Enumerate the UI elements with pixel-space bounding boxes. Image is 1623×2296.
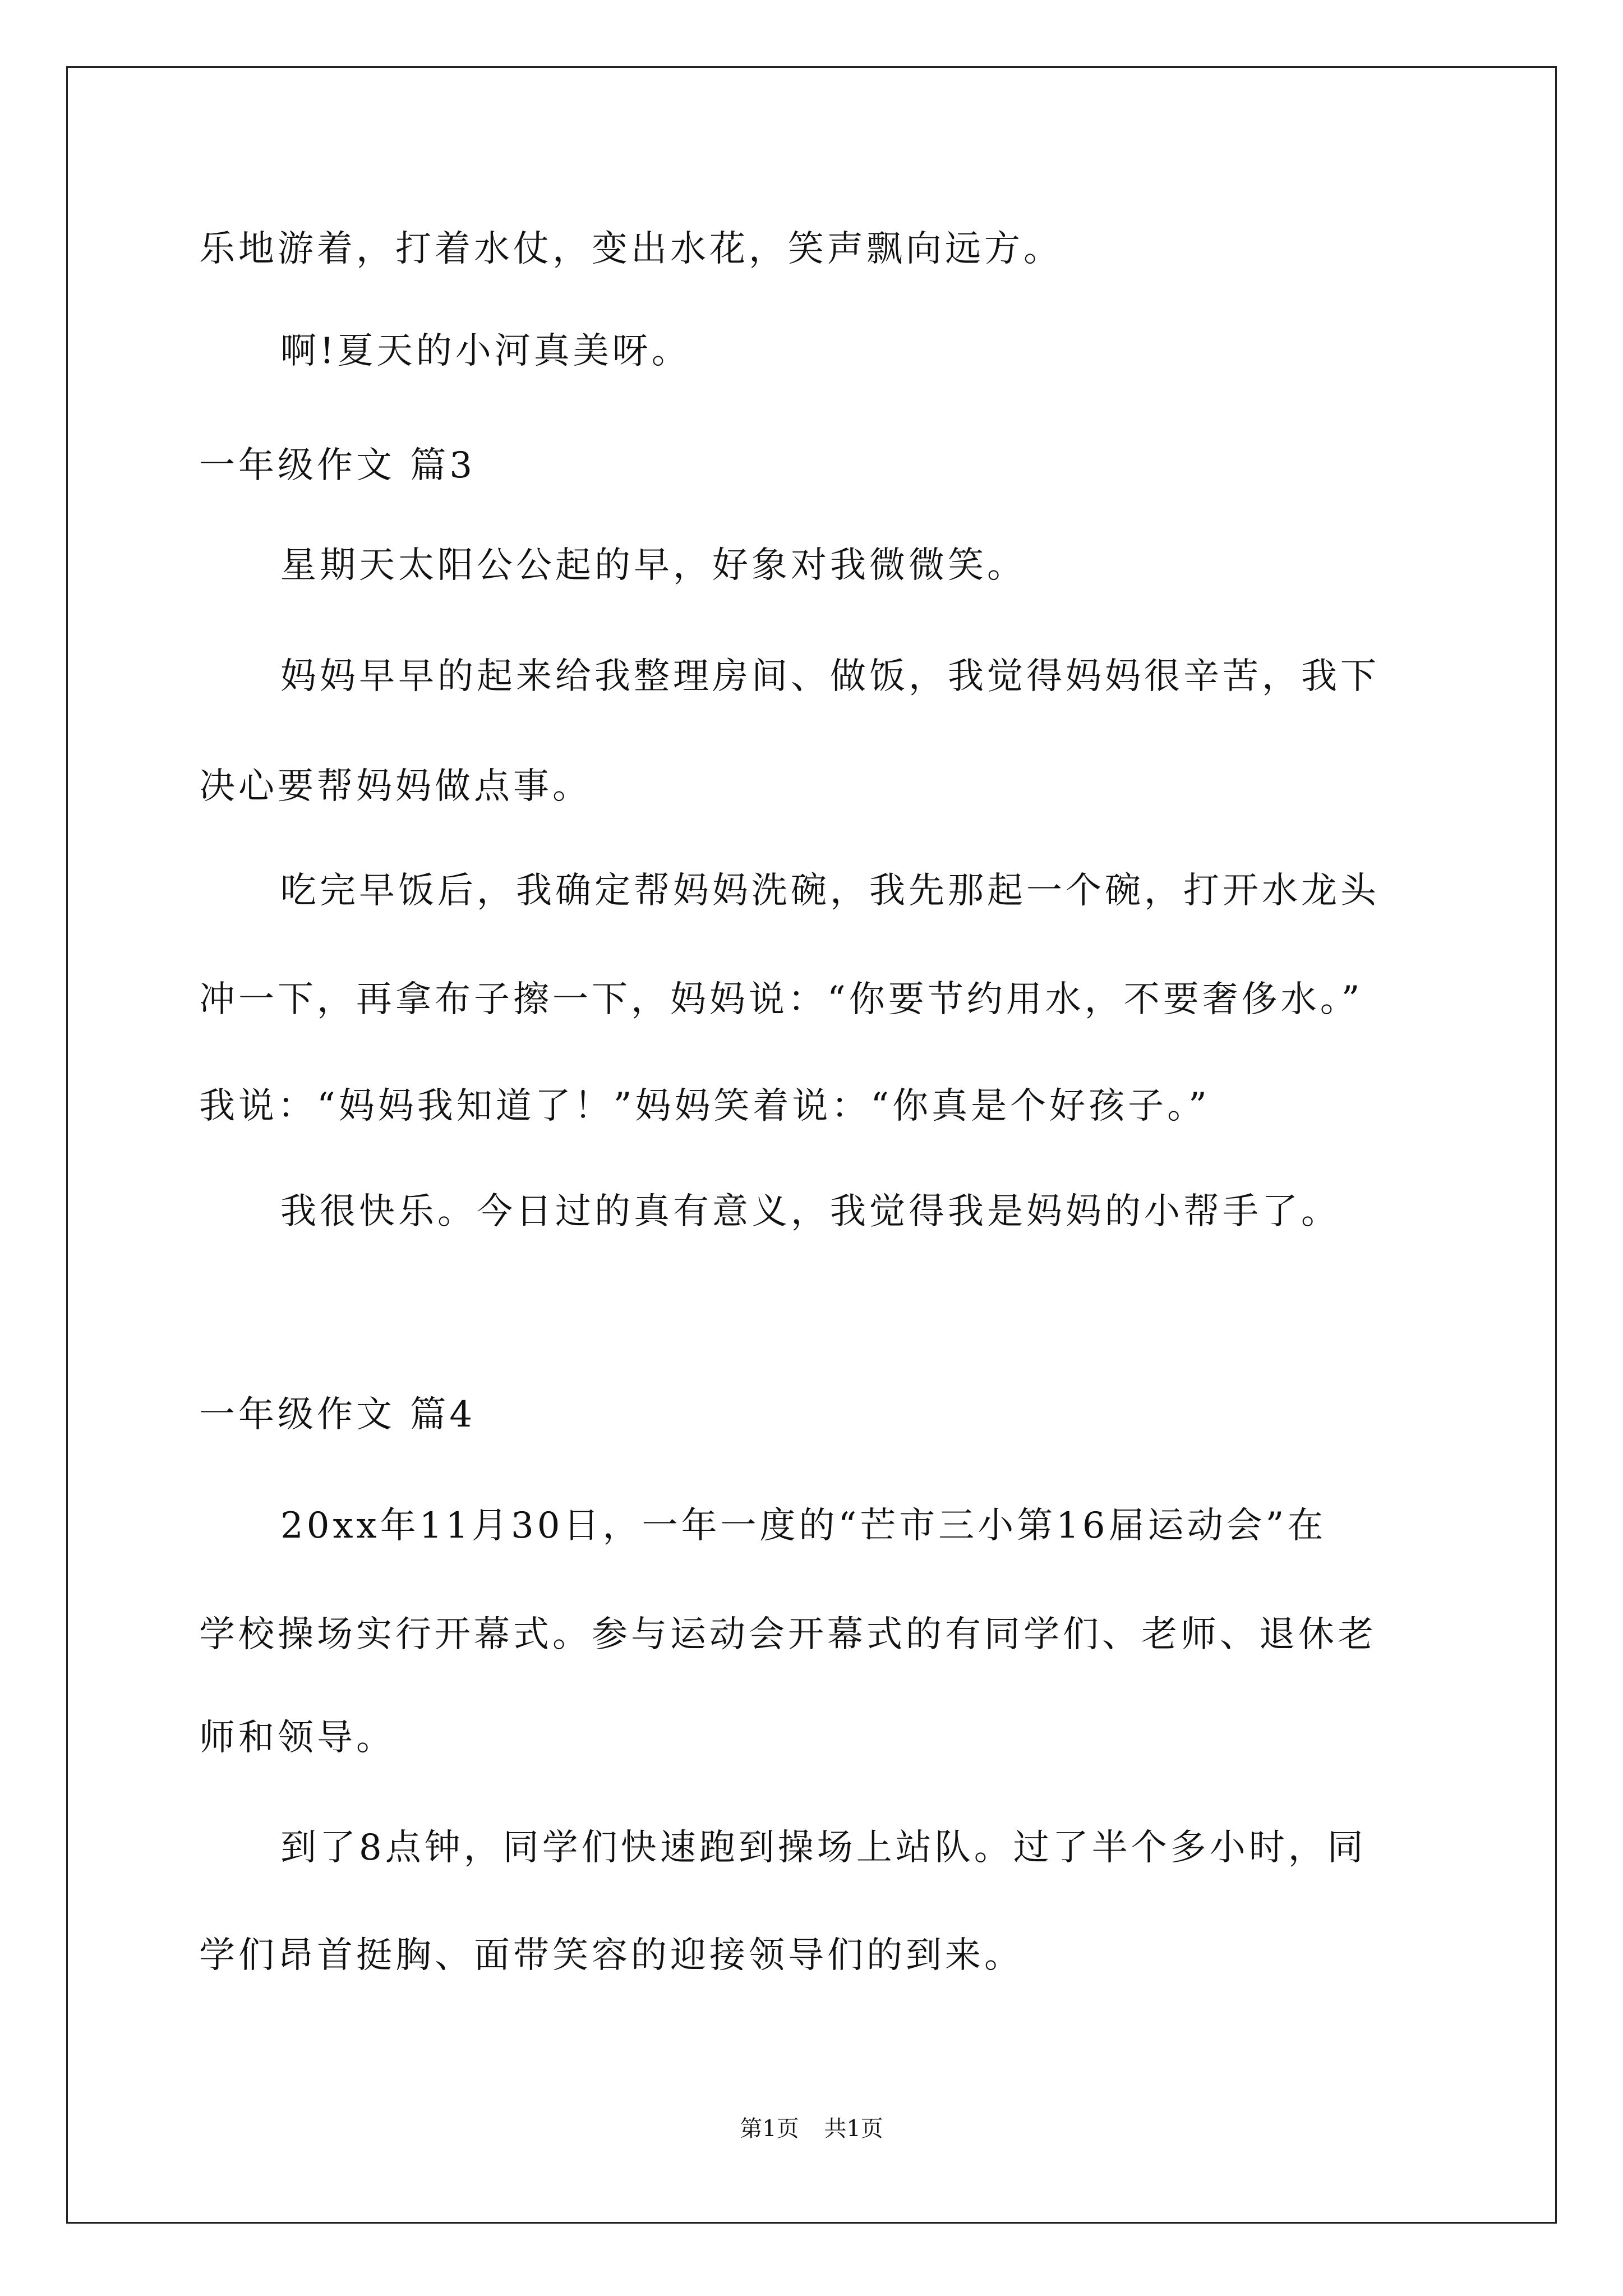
paragraph-line-6: 吃完早饭后，我确定帮妈妈洗碗，我先那起一个碗，打开水龙头	[280, 870, 1380, 912]
page-number: 第1页	[740, 2116, 799, 2142]
paragraph-line-13: 到了8点钟，同学们快速跑到操场上站队。过了半个多小时，同	[280, 1827, 1367, 1869]
paragraph-line-14: 学们昂首挺胸、面带笑容的迎接领导们的到来。	[199, 1935, 1023, 1976]
paragraph-line-10: 20xx年11月30日，一年一度的“芒市三小第16届运动会”在	[280, 1505, 1327, 1547]
paragraph-line-8: 我说：“妈妈我知道了！”妈妈笑着说：“你真是个好孩子。”	[199, 1085, 1210, 1127]
page-footer	[0, 2115, 1623, 2143]
section-heading-3: 一年级作文 篇3	[199, 445, 476, 486]
paragraph-line-4: 妈妈早早的起来给我整理房间、做饭，我觉得妈妈很辛苦，我下	[280, 656, 1380, 697]
section-heading-4: 一年级作文 篇4	[199, 1394, 476, 1435]
paragraph-line-1: 乐地游着，打着水仗，变出水花，笑声飘向远方。	[199, 228, 1063, 270]
paragraph-line-11: 学校操场实行开幕式。参与运动会开幕式的有同学们、老师、退休老	[199, 1614, 1377, 1655]
paragraph-line-12: 师和领导。	[199, 1717, 395, 1759]
paragraph-line-9: 我很快乐。今日过的真有意义，我觉得我是妈妈的小帮手了。	[280, 1191, 1340, 1232]
page-border	[66, 66, 1557, 2224]
paragraph-line-2: 啊!夏天的小河真美呀。	[280, 330, 691, 372]
paragraph-line-7: 冲一下，再拿布子擦一下，妈妈说：“你要节约用水，不要奢侈水。”	[199, 979, 1363, 1020]
paragraph-line-5: 决心要帮妈妈做点事。	[199, 766, 592, 807]
paragraph-line-3: 星期天太阳公公起的早，好象对我微微笑。	[280, 545, 1026, 586]
page-total: 共1页	[824, 2116, 883, 2142]
